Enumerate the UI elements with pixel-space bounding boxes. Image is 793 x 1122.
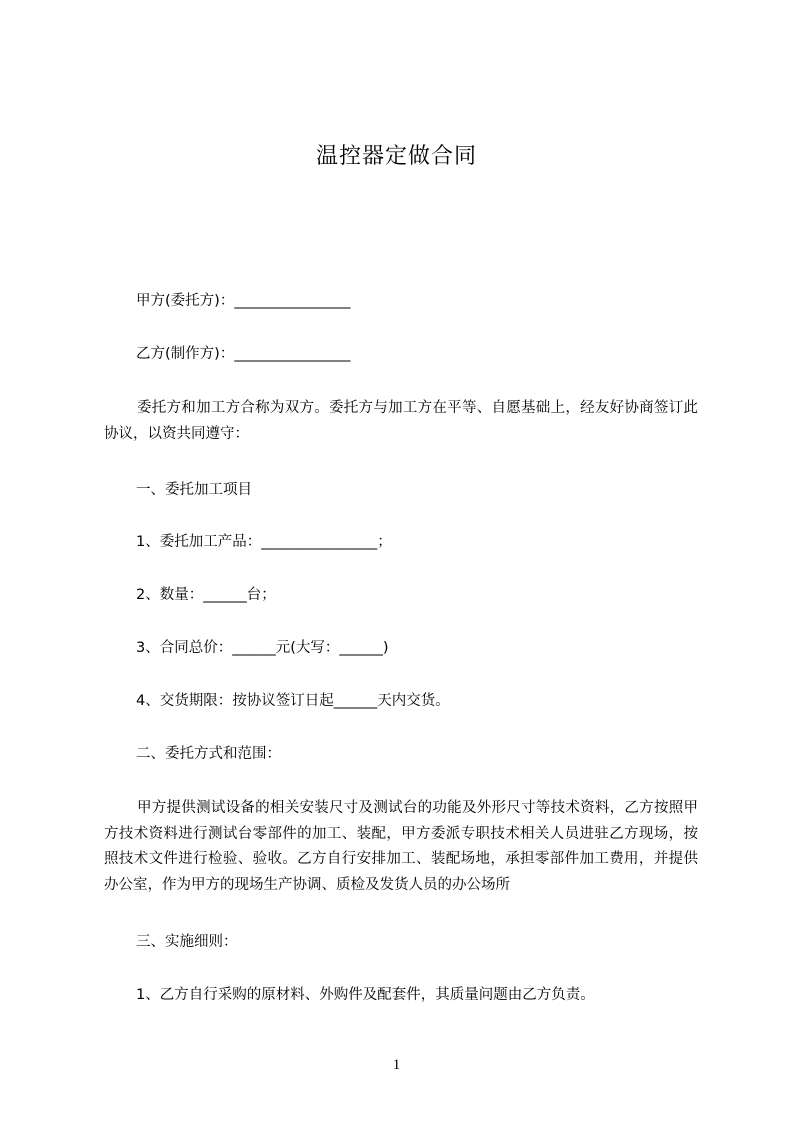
section1-item2: 2、数量：______台； xyxy=(136,587,276,603)
intro-paragraph: 委托方和加工方合称为双方。委托方与加工方在平等、自愿基础上，经友好协商签订此协议，以资共同遵守： xyxy=(104,400,698,442)
page-number: 1 xyxy=(392,1057,401,1073)
section2-heading: 二、委托方式和范围： xyxy=(136,746,281,762)
section1-item4: 4、交货期限：按协议签订日起______天内交货。 xyxy=(136,693,450,709)
section2-paragraph: 甲方提供测试设备的相关安装尺寸及测试台的功能及外形尺寸等技术资料，乙方按照甲方技术资料进行测试台零部件的加工、装配，甲方委派专职技术相关人员进驻乙方现场，按照技术文件进行检验、验收。乙方自行安排加工、装配场地，承担零部件加工费用，并提供办公室，作为甲方的现场生产协调、质检及发货人员的办公场所 xyxy=(104,800,698,893)
document-title: 温控器定做合同 xyxy=(315,144,477,169)
section1-item1: 1、委托加工产品：________________； xyxy=(136,534,392,550)
section1-heading: 一、委托加工项目 xyxy=(136,482,252,498)
section1-item3: 3、合同总价：______元(大写：______) xyxy=(136,640,389,656)
party-a-line: 甲方(委托方)：________________ xyxy=(136,293,351,309)
section3-item1: 1、乙方自行采购的原材料、外购件及配套件，其质量问题由乙方负责。 xyxy=(136,987,595,1003)
section3-heading: 三、实施细则： xyxy=(136,934,238,950)
party-b-line: 乙方(制作方)：________________ xyxy=(136,346,351,362)
